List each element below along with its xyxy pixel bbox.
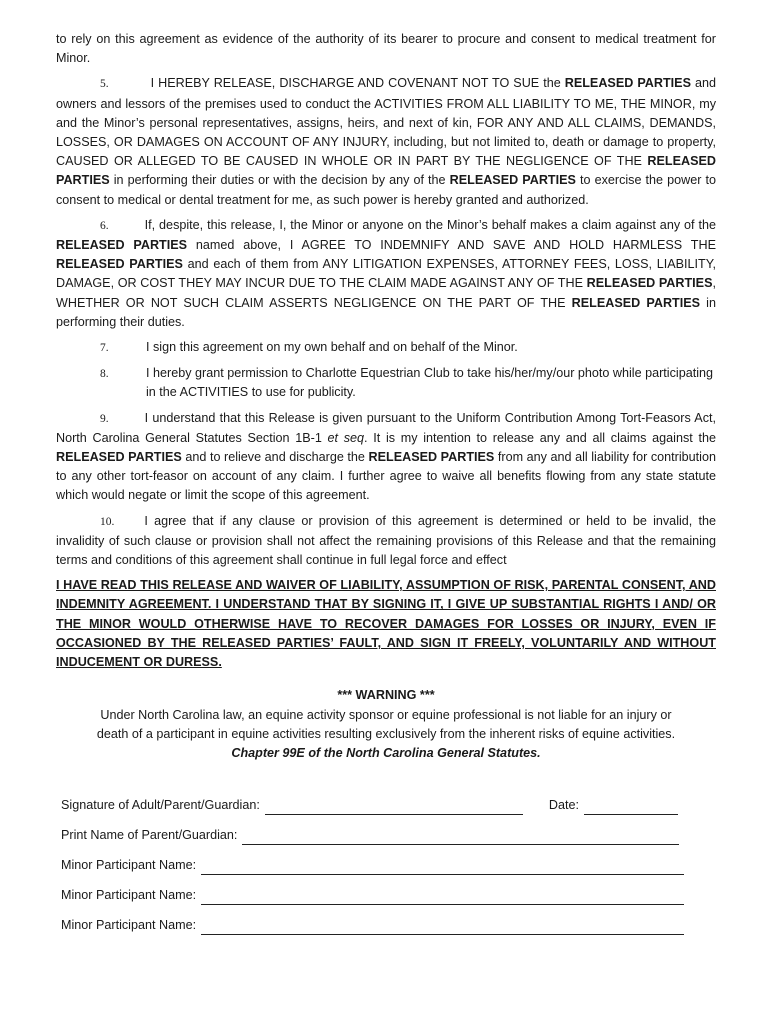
intro-paragraph: to rely on this agreement as evidence of the authority of its bearer to procure and consent to medical treatment for Minor. xyxy=(56,32,716,66)
p9-bold-2: RELEASED PARTIES xyxy=(368,450,495,465)
warning-heading: *** WARNING *** xyxy=(337,688,435,703)
minor-name-field-3[interactable] xyxy=(201,920,684,935)
warning-line-2: death of a participant in equine activities resulting exclusively from the inherent risks of equine activities. xyxy=(96,726,676,741)
p5-text-2: and owners and lessors of the premises used to conduct the ACTIVITIES FROM ALL LIABILITY TO ME, THE MINOR, my and the Minor’s personal representatives, assigns, heirs, and next of kin, FOR ANY AND ALL CLAIMS, DEMANDS, LOSSES, OR DAMAGES ON ACCOUNT OF ANY INJURY, including, but not limited to, death or damage to property, CAUSED OR ALLEGED TO BE CAUSED IN WHOLE OR IN PART BY THE NEGLIGENCE OF THE xyxy=(56,76,717,169)
paragraph-9-number: 9. xyxy=(100,412,109,425)
p9-text-2: . It is my intention to release any and all claims against the xyxy=(364,430,716,445)
p9-text-1: I understand that this Release is given pursuant to the Uniform Contribution Among Tort-Feasors Act, North Carolina General Statutes Section 1B-1 xyxy=(56,410,716,445)
paragraph-8-text: I hereby grant permission to Charlotte Equestrian Club to take his/her/my/our photo while participating in the ACTIVITIES to use for publicity. xyxy=(146,366,714,400)
signature-field[interactable] xyxy=(265,800,523,815)
p6-text-5: in performing their duties. xyxy=(56,295,716,329)
paragraph-6-number: 6. xyxy=(100,219,109,232)
p6-text-1: If, despite, this release, I, the Minor or anyone on the Minor’s behalf makes a claim against any of the xyxy=(144,217,716,232)
p6-bold-4: RELEASED PARTIES xyxy=(571,295,701,310)
print-name-row xyxy=(61,815,716,845)
release-document xyxy=(56,30,716,935)
paragraph-6 xyxy=(56,216,716,332)
minor-name-label-2: Minor Participant Name: xyxy=(61,887,197,902)
p5-text-1: I HEREBY RELEASE, DISCHARGE AND COVENANT NOT TO SUE the xyxy=(150,76,565,91)
paragraph-7-text: I sign this agreement on my own behalf and on behalf of the Minor. xyxy=(146,340,518,355)
paragraph-8 xyxy=(56,364,716,402)
signature-row xyxy=(61,785,716,815)
paragraph-10-number: 10. xyxy=(100,515,115,528)
paragraph-5 xyxy=(56,74,716,209)
acknowledgement-statement: I HAVE READ THIS RELEASE AND WAIVER OF LIABILITY, ASSUMPTION OF RISK, PARENTAL CONSENT, AND INDEMNITY AGREEMENT. I UNDERSTAND THAT BY SIGNING IT, I GIVE UP SUBSTANTIAL RIGHTS I AND/ OR THE MINOR WOULD OTHERWISE HAVE TO RECOVER DAMAGES FOR LOSSES OR INJURY, EVEN IF OCCASIONED BY THE RELEASED PARTIES’ FAULT, AND SIGN IT FREELY, VOLUNTARILY AND WITHOUT INDUCEMENT OR DURESS. xyxy=(56,578,716,670)
p9-italic: et seq xyxy=(327,430,365,445)
paragraph-7 xyxy=(56,338,716,358)
minor-name-field-2[interactable] xyxy=(201,890,684,905)
p6-bold-2: RELEASED PARTIES xyxy=(56,257,183,272)
minor-name-row-3 xyxy=(61,905,716,935)
p6-text-3: and each of them from ANY LITIGATION EXPENSES, ATTORNEY FEES, LOSS, LIABILITY, DAMAGE, OR COST THEY MAY INCUR DUE TO THE CLAIM MADE AGAINST ANY OF THE xyxy=(56,257,716,291)
p9-text-3: and to relieve and discharge the xyxy=(181,450,369,465)
warning-notice xyxy=(56,686,716,763)
statute-citation: Chapter 99E of the North Carolina General Statutes. xyxy=(231,745,541,760)
p9-text-4: from any and all liability for contribution to any other tort-feasor on account of any claim. I further agree to waive all benefits flowing from any state statute which would negate or limit the scope of this agreement. xyxy=(56,450,716,503)
minor-name-label-1: Minor Participant Name: xyxy=(61,857,197,872)
print-name-label: Print Name of Parent/Guardian: xyxy=(61,827,238,842)
p6-bold-1: RELEASED PARTIES xyxy=(56,238,188,253)
p6-bold-3: RELEASED PARTIES xyxy=(586,276,713,291)
signature-block xyxy=(56,785,716,935)
paragraph-8-number: 8. xyxy=(100,368,109,381)
print-name-field[interactable] xyxy=(242,830,679,845)
p5-bold-1: RELEASED PARTIES xyxy=(564,76,691,91)
date-label: Date: xyxy=(548,797,579,812)
minor-name-field-1[interactable] xyxy=(201,860,684,875)
paragraph-7-number: 7. xyxy=(100,342,109,355)
p10-text: I agree that if any clause or provision of this agreement is determined or held to be invalid, the invalidity of such clause or provision shall not affect the remaining provisions of this Release and that the remaining terms and conditions of this agreement shall continue in full legal force and effect xyxy=(56,513,716,568)
p6-text-2: named above, I AGREE TO INDEMNIFY AND SAVE AND HOLD HARMLESS THE xyxy=(187,238,716,253)
p6-text-4: , WHETHER OR NOT SUCH CLAIM ASSERTS NEGLIGENCE ON THE PART OF THE xyxy=(56,276,716,310)
p9-bold-1: RELEASED PARTIES xyxy=(56,450,182,465)
p5-bold-3: RELEASED PARTIES xyxy=(449,173,576,188)
p5-bold-2: RELEASED PARTIES xyxy=(56,154,716,188)
paragraph-9 xyxy=(56,409,716,506)
warning-line-1: Under North Carolina law, an equine activity sponsor or equine professional is not liable for an injury or xyxy=(100,707,672,722)
paragraph-5-number: 5. xyxy=(100,78,109,91)
minor-name-row-2 xyxy=(61,875,716,905)
minor-name-row-1 xyxy=(61,845,716,875)
paragraph-10 xyxy=(56,512,716,571)
p5-text-4: to exercise the power to consent to medical or dental treatment for me, as such power is hereby granted and authorized. xyxy=(56,173,716,207)
date-field[interactable] xyxy=(584,800,678,815)
signature-label: Signature of Adult/Parent/Guardian: xyxy=(61,797,260,812)
p5-text-3: in performing their duties or with the decision by any of the xyxy=(109,173,450,188)
minor-name-label-3: Minor Participant Name: xyxy=(61,917,197,932)
